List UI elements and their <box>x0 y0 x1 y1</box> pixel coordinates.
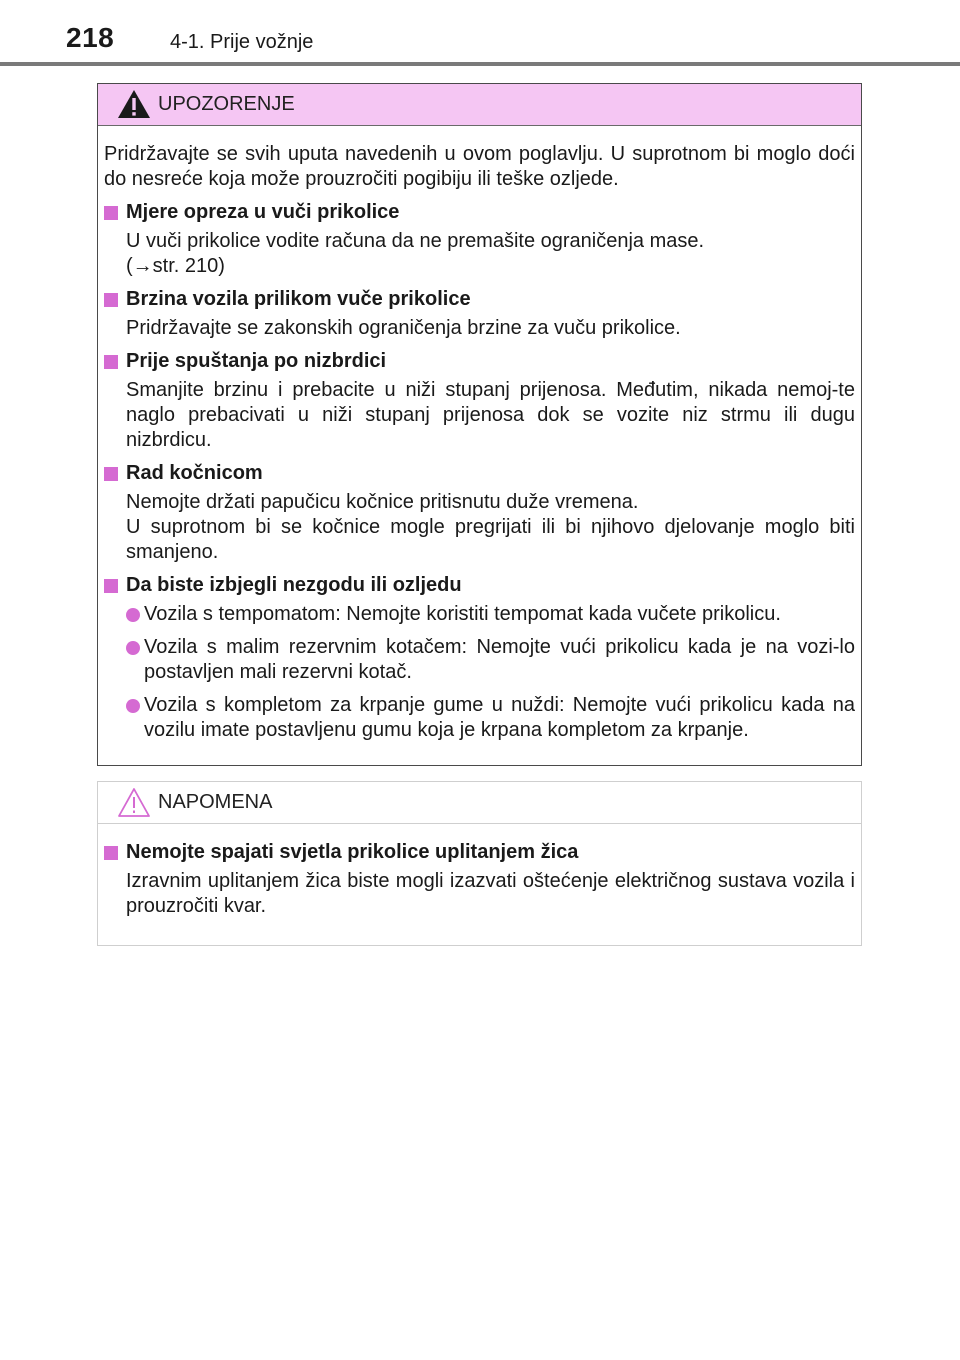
square-bullet-icon <box>104 355 118 369</box>
warning-box <box>97 83 862 766</box>
round-bullet-icon <box>126 608 140 622</box>
list-item: Vozila s malim rezervnim kotačem: Nemojte vući prikolicu kada je na vozi-lo postavljen mali rezervni kotač. <box>104 635 855 685</box>
warning-section-text: Nemojte držati papučicu kočnice pritisnutu duže vremena. U suprotnom bi se kočnice mogle pregrijati ili bi njihovo djelovanje moglo biti smanjeno. <box>126 491 855 563</box>
list-item: Vozila s tempomatom: Nemojte koristiti tempomat kada vučete prikolicu. <box>104 602 855 627</box>
warning-section-title: Da biste izbjegli nezgodu ili ozljedu <box>104 573 855 598</box>
warning-section-text: Pridržavajte se zakonskih ograničenja brzine za vuču prikolice. <box>126 317 681 339</box>
square-bullet-icon <box>104 579 118 593</box>
warning-section-title: Prije spuštanja po nizbrdici <box>104 349 855 374</box>
notice-box <box>97 781 862 946</box>
square-bullet-icon <box>104 293 118 307</box>
notice-section-text: Izravnim uplitanjem žica biste mogli izazvati oštećenje električnog sustava vozila i prouzročiti kvar. <box>126 870 855 917</box>
square-bullet-icon <box>104 206 118 220</box>
caution-triangle-outline-icon <box>116 786 152 818</box>
page-header <box>0 0 960 70</box>
warning-section-title: Brzina vozila prilikom vuče prikolice <box>104 287 855 312</box>
notice-section-title: Nemojte spajati svjetla prikolice uplitanjem žica <box>104 840 855 865</box>
warning-triangle-icon <box>116 88 152 120</box>
square-bullet-icon <box>104 846 118 860</box>
square-bullet-icon <box>104 467 118 481</box>
warning-title: UPOZORENJE <box>158 93 295 115</box>
list-item: Vozila s kompletom za krpanje gume u nuždi: Nemojte vući prikolicu kada na vozilu imate postavljenu gumu koja je krpana kompletom za krpanje. <box>104 693 855 743</box>
warning-section-text: Smanjite brzinu i prebacite u niži stupanj prijenosa. Međutim, nikada nemoj-te naglo prebacivati u niži stupanj prijenosa dok se vozite niz strmu ili dugu nizbrdicu. <box>126 379 855 451</box>
section-title: 4-1. Prije vožnje <box>170 31 314 53</box>
warning-section-text: U vuči prikolice vodite računa da ne premašite ograničenja mase. (→str. 210) <box>126 230 705 277</box>
warning-box-header <box>98 84 861 126</box>
round-bullet-icon <box>126 641 140 655</box>
warning-section-title: Mjere opreza u vuči prikolice <box>104 200 855 225</box>
round-bullet-icon <box>126 699 140 713</box>
warning-body <box>98 126 861 743</box>
notice-body <box>98 824 861 919</box>
header-rule <box>0 62 960 66</box>
warning-section-title: Rad kočnicom <box>104 461 855 486</box>
notice-box-header <box>98 782 861 824</box>
notice-title: NAPOMENA <box>158 791 273 813</box>
page-number: 218 <box>66 22 115 53</box>
warning-intro: Pridržavajte se svih uputa navedenih u ovom poglavlju. U suprotnom bi moglo doći do nesreće koja može prouzročiti pogibiju ili teške ozljede. <box>104 143 855 190</box>
